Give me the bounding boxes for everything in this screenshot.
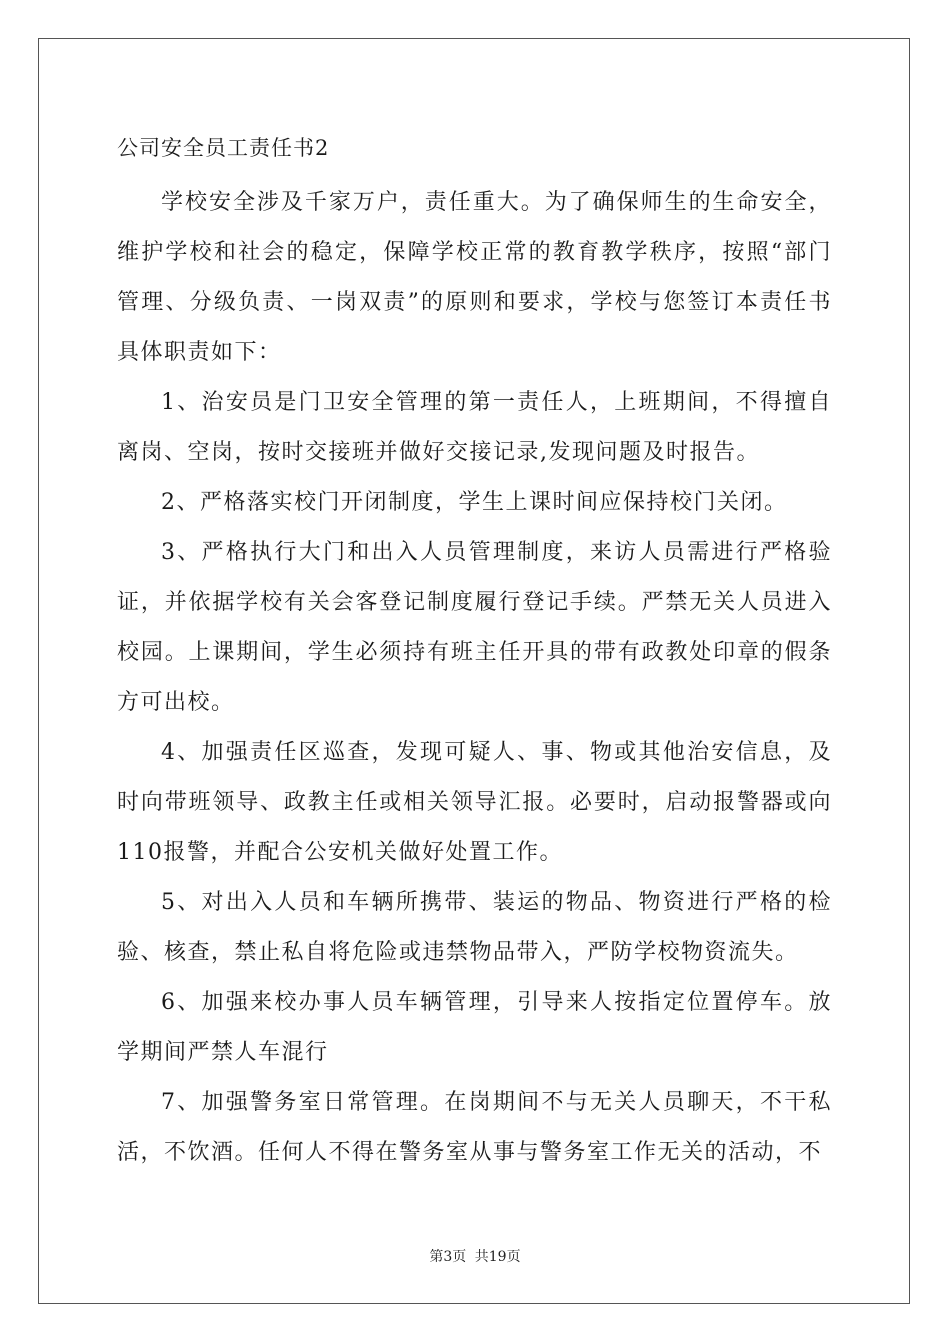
duty-item-2: 2、严格落实校门开闭制度，学生上课时间应保持校门关闭。 xyxy=(161,490,788,515)
page-total: 共19页 xyxy=(474,1249,521,1265)
document-title: 公司安全员工责任书2 xyxy=(117,136,330,160)
document-body xyxy=(117,128,832,1178)
page-footer xyxy=(0,1246,950,1266)
duty-item-4: 4、加强责任区巡查，发现可疑人、事、物或其他治安信息，及时向带班领导、政教主任或相关领导汇报。必要时，启动报警器或向110报警，并配合公安机关做好处置工作。 xyxy=(117,740,832,865)
intro-paragraph: 学校安全涉及千家万户，责任重大。为了确保师生的生命安全，维护学校和社会的稳定，保障学校正常的教育教学秩序，按照“部门管理、分级负责、一岗双责”的原则和要求，学校与您签订本责任书具体职责如下： xyxy=(117,190,832,365)
duty-item-5: 5、对出入人员和车辆所携带、装运的物品、物资进行严格的检验、核查，禁止私自将危险或违禁物品带入，严防学校物资流失。 xyxy=(117,890,832,965)
duty-item-6: 6、加强来校办事人员车辆管理，引导来人按指定位置停车。放学期间严禁人车混行 xyxy=(117,990,832,1065)
duty-item-3: 3、严格执行大门和出入人员管理制度，来访人员需进行严格验证，并依据学校有关会客登记制度履行登记手续。严禁无关人员进入校园。上课期间，学生必须持有班主任开具的带有政教处印章的假条方可出校。 xyxy=(117,540,832,715)
duty-item-7: 7、加强警务室日常管理。在岗期间不与无关人员聊天，不干私活，不饮酒。任何人不得在警务室从事与警务室工作无关的活动，不 xyxy=(117,1090,832,1165)
page-number: 第3页 xyxy=(429,1249,467,1265)
duty-item-1: 1、治安员是门卫安全管理的第一责任人，上班期间，不得擅自离岗、空岗，按时交接班并做好交接记录,发现问题及时报告。 xyxy=(117,390,832,465)
